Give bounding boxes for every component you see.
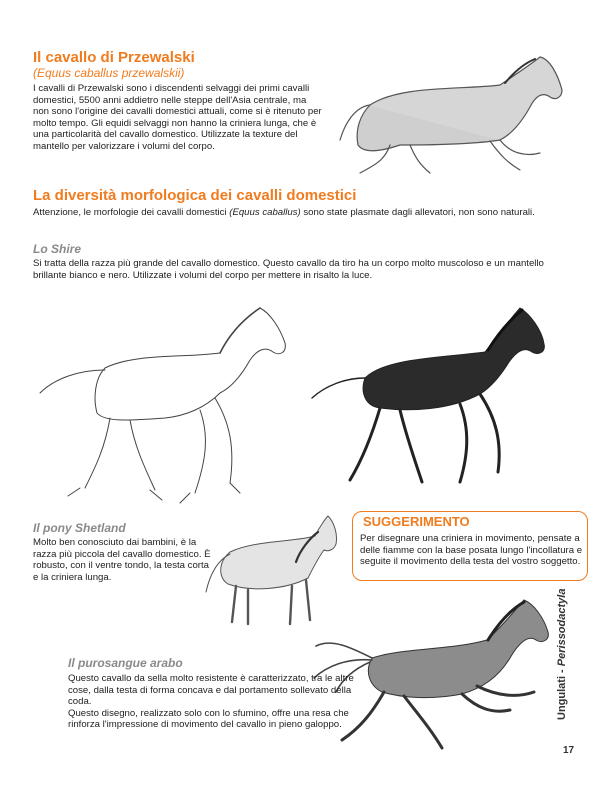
przewalski-subtitle: (Equus caballus przewalskii)	[33, 66, 185, 80]
chapter-label-main: Ungulati -	[556, 666, 568, 720]
diversity-text-post: sono state plasmate dagli allevatori, non sono naturali.	[300, 207, 535, 218]
diversity-text-em: (Equus caballus)	[229, 207, 301, 218]
shire-text: Si tratta della razza più grande del cavallo domestico. Questo cavallo da tiro ha un corpo molto muscoloso e un mantello brillante bianco e nero. Utilizzate i volumi del corpo per mettere in risalto la luce.	[33, 258, 544, 281]
chapter-label-em: Perissodactyla	[556, 588, 568, 667]
shire-heading: Lo Shire	[33, 242, 82, 256]
arabo-text-1: Questo cavallo da sella molto resistente è caratterizzato, tra le altre cose, dalla testa di forma concava e dal portamento sollevato della coda.	[68, 673, 354, 708]
przewalski-title: Il cavallo di Przewalski	[33, 49, 195, 66]
diversity-text	[33, 207, 563, 219]
chapter-side-label	[556, 560, 568, 720]
pony-heading: Il pony Shetland	[33, 521, 126, 535]
arabo-text-2: Questo disegno, realizzato solo con lo sfumino, offre una resa che rinforza l'impressione di movimento del cavallo in pieno galoppo.	[68, 707, 349, 731]
przewalski-horse-illustration	[330, 45, 580, 185]
diversity-title: La diversità morfologica dei cavalli domestici	[33, 187, 357, 204]
arabo-heading: Il purosangue arabo	[68, 656, 183, 670]
tip-text: Per disegnare una criniera in movimento, pensate a delle fiamme con la base posata lungo l'incollatura e seguite il movimento della testa del vostro soggetto.	[360, 533, 583, 568]
page-number: 17	[563, 745, 575, 756]
tip-title: SUGGERIMENTO	[363, 514, 470, 529]
przewalski-text: I cavalli di Przewalski sono i discendenti selvaggi dei primi cavalli domestici, 5500 anni addietro nelle steppe dell'Asia centrale, ma non sono l'origine dei cavalli domestici attuali, come si è ritenuto per molto tempo. Gli equidi selvaggi non hanno la criniera lunga, che è una particolarità del cavallo domestico. Utilizzate la texture del mantello per valorizzare i volumi del corpo.	[33, 83, 322, 152]
arabo-text	[68, 673, 360, 731]
shire-line-drawing	[35, 298, 300, 513]
pony-text: Molto ben conosciuto dai bambini, è la razza più piccola del cavallo domestico. È robusto, con il ventre tondo, la testa corta e la criniera lunga.	[33, 537, 211, 583]
shire-shaded-drawing	[310, 300, 550, 500]
diversity-text-pre: Attenzione, le morfologie dei cavalli domestici	[33, 207, 230, 218]
